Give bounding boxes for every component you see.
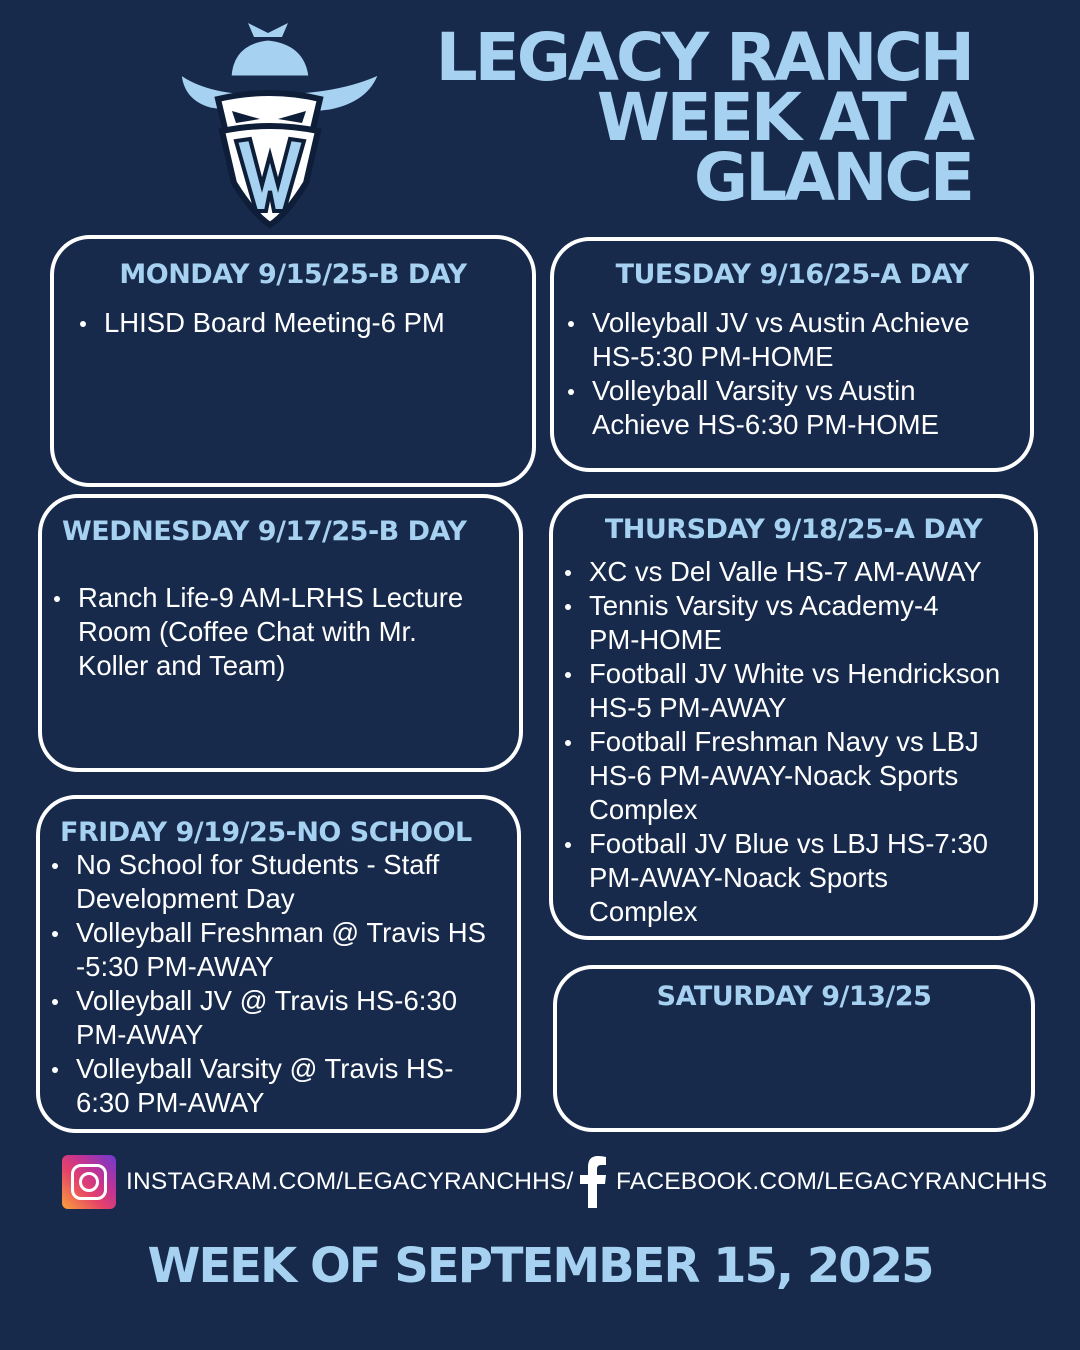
event-line: Achieve HS-6:30 PM-HOME: [592, 409, 939, 440]
instagram-link[interactable]: [62, 1154, 574, 1210]
list-item: [589, 725, 1034, 827]
title-line-2: WEEK AT A: [596, 79, 972, 156]
event-line: Football JV Blue vs LBJ HS-7:30: [589, 828, 988, 859]
event-line: Room (Coffee Chat with Mr.: [78, 616, 417, 647]
event-line: Development Day: [76, 883, 295, 914]
event-line: PM-AWAY-Noack Sports: [589, 862, 889, 893]
event-line: Volleyball JV @ Travis HS-6:30: [76, 985, 457, 1016]
saturday-heading: SATURDAY 9/13/25: [656, 981, 932, 1012]
list-item: [592, 374, 1030, 442]
event-line: Volleyball Varsity vs Austin: [592, 375, 916, 406]
wednesday-heading: WEDNESDAY 9/17/25-B DAY: [62, 516, 467, 547]
event-line: XC vs Del Valle HS-7 AM-AWAY: [589, 556, 982, 587]
mascot-logo: [170, 15, 390, 230]
title-line-3: GLANCE: [693, 139, 972, 216]
event-line: No School for Students - Staff: [76, 849, 440, 880]
list-item: LHISD Board Meeting-6 PM: [104, 306, 532, 340]
title-line-1: LEGACY RANCH: [435, 19, 972, 96]
list-item: [589, 657, 1034, 725]
wednesday-event-list: [42, 581, 519, 683]
event-line: PM-AWAY: [76, 1019, 204, 1050]
list-item: [589, 827, 1034, 929]
event-line: HS-6 PM-AWAY-Noack Sports: [589, 760, 959, 791]
list-item: [76, 916, 517, 984]
list-item: [76, 984, 517, 1052]
monday-event-list: [54, 306, 532, 340]
saturday-card: [553, 965, 1035, 1132]
list-item: [76, 848, 517, 916]
event-line: 6:30 PM-AWAY: [76, 1087, 265, 1118]
event-line: Ranch Life-9 AM-LRHS Lecture: [78, 582, 464, 613]
wednesday-card: [38, 494, 523, 772]
monday-heading: MONDAY 9/15/25-B DAY: [119, 259, 467, 290]
friday-heading: FRIDAY 9/19/25-NO SCHOOL: [60, 817, 472, 848]
page-title: [435, 19, 972, 216]
facebook-link[interactable]: [578, 1154, 1047, 1210]
list-item: [589, 589, 1034, 657]
thursday-card: [549, 494, 1038, 940]
event-line: HS-5 PM-AWAY: [589, 692, 787, 723]
event-line: Volleyball Freshman @ Travis HS: [76, 917, 487, 948]
thursday-event-list: [553, 555, 1034, 929]
event-line: -5:30 PM-AWAY: [76, 951, 274, 982]
friday-event-list: [40, 848, 517, 1120]
event-line: Koller and Team): [78, 650, 286, 681]
event-line: Football JV White vs Hendrickson: [589, 658, 1001, 689]
event-line: PM-HOME: [589, 624, 722, 655]
tuesday-card: [550, 237, 1034, 472]
list-item: [78, 581, 519, 683]
tuesday-heading: TUESDAY 9/16/25-A DAY: [615, 259, 969, 290]
event-line: Complex: [589, 896, 698, 927]
event-line: Complex: [589, 794, 698, 825]
event-line: Volleyball Varsity @ Travis HS-: [76, 1053, 454, 1084]
list-item: [76, 1052, 517, 1120]
list-item: [589, 555, 1034, 589]
monday-card: [50, 235, 536, 487]
tuesday-event-list: [554, 306, 1030, 442]
event-line: Tennis Varsity vs Academy-4: [589, 590, 939, 621]
event-line: Volleyball JV vs Austin Achieve: [592, 307, 970, 338]
event-line: HS-5:30 PM-HOME: [592, 341, 834, 372]
friday-card: [36, 795, 521, 1133]
facebook-icon: [578, 1156, 608, 1208]
instagram-icon: [62, 1155, 116, 1209]
list-item: [592, 306, 1030, 374]
week-of-footer: WEEK OF SEPTEMBER 15, 2025: [147, 1238, 933, 1294]
thursday-heading: THURSDAY 9/18/25-A DAY: [604, 514, 983, 545]
facebook-url: FACEBOOK.COM/LEGACYRANCHHS: [616, 1168, 1048, 1195]
event-line: Football Freshman Navy vs LBJ: [589, 726, 979, 757]
instagram-url: INSTAGRAM.COM/LEGACYRANCHHS/: [126, 1168, 574, 1195]
